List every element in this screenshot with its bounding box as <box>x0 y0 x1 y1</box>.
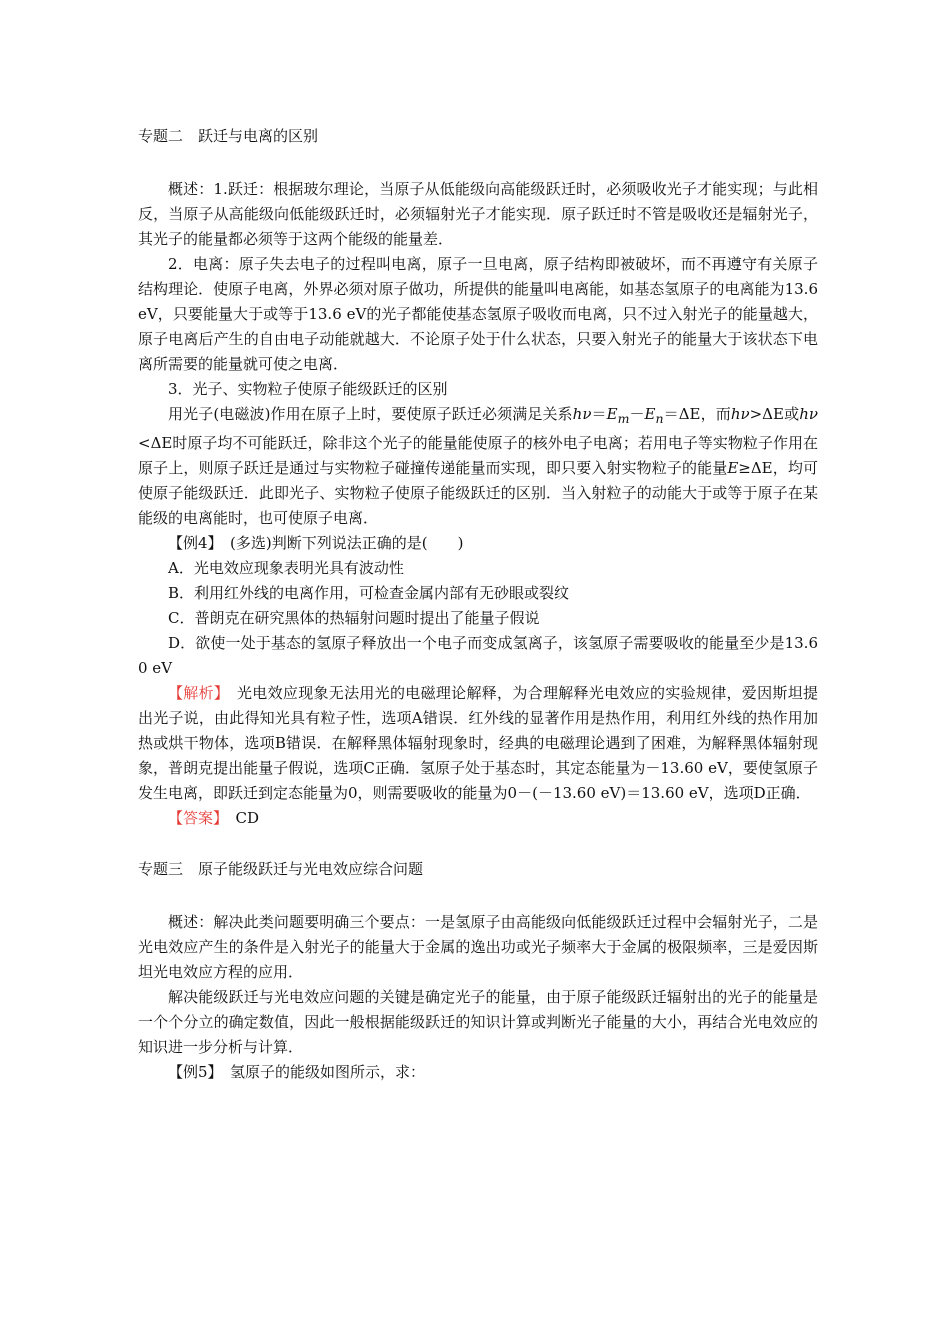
analysis-tag: 【解析】 <box>168 684 222 702</box>
example4-stem: 【例4】 (多选)判断下列说法正确的是( ) <box>168 534 464 552</box>
section3-paragraph: 解决能级跃迁与光电效应问题的关键是确定光子的能量，由于原子能级跃迁辐射出的光子的能量是一个个分立的确定数值，因此一般根据能级跃迁的知识计算或判断光子能量的大小，再结合光电效应的知识进一步分析与计算． <box>138 988 818 1056</box>
example4-option-d: D．欲使一处于基态的氢原子释放出一个电子而变成氢离子，该氢原子需要吸收的能量至少是13.60 eV <box>138 634 818 677</box>
section2-item3-title: 3．光子、实物粒子使原子能级跃迁的区别 <box>168 380 448 398</box>
example4-answer: 【答案】 CD <box>168 809 260 827</box>
example5-tag: 【例5】 <box>168 1063 216 1081</box>
example4-option-c: C．普朗克在研究黑体的热辐射问题时提出了能量子假说 <box>168 609 540 627</box>
section2-overview: 概述：1.跃迁：根据玻尔理论，当原子从低能级向高能级跃迁时，必须吸收光子才能实现；与此相反，当原子从高能级向低能级跃迁时，必须辐射光子才能实现．原子跃迁时不管是吸收还是辐射光子，其光子的能量都必须等于这两个能级的能量差． <box>138 180 818 248</box>
section2-ionization: 2．电离：原子失去电子的过程叫电离，原子一旦电离，原子结构即被破坏，而不再遵守有关原子结构理论．使原子电离，外界必须对原子做功，所提供的能量叫电离能，如基态氢原子的电离能为13.6 eV，只要能量大于或等于13.6 eV的光子都能使基态氢原子吸收而电离，只不过入射光子的能量越大，原子电离后产生的自由电子动能就越大．不论原子处于什么状态，只要入射光子的能量大于该状态下电离所需要的能量就可使之电离． <box>138 255 818 373</box>
example4-analysis: 【解析】 光电效应现象无法用光的电磁理论解释，为合理解释光电效应的实验规律，爱因斯坦提出光子说，由此得知光具有粒子性，选项A错误．红外线的显著作用是热作用，利用红外线的热作用加热或烘干物体，选项B错误．在解释黑体辐射现象时，经典的电磁理论遇到了困难，为解释黑体辐射现象，普朗克提出能量子假说，选项C正确．氢原子处于基态时，其定态能量为－13.60 eV，要使氢原子发生电离，即跃迁到定态能量为0，则需要吸收的能量为0－(－13.60 eV)＝13.60 eV，选项D正确． <box>138 684 818 802</box>
answer-tag: 【答案】 <box>168 809 221 827</box>
document-content <box>138 124 818 1085</box>
section2-item3-body: 用光子(电磁波)作用在原子上时，要使原子跃迁必须满足关系$h\nu=E_m-E_n=\Delta E$，而hν>ΔE或hν<ΔE时原子均不可能跃迁，除非这个光子的能量能使原子的核外电子电离；若用电子等实物粒子作用在原子上，则原子跃迁是通过与实物粒子碰撞传递能量而实现，即只要入射实物粒子的能量E≥ΔE，均可使原子能级跃迁．此即光子、实物粒子使原子能级跃迁的区别．当入射粒子的动能大于或等于原子在某能级的电离能时，也可使原子电离． <box>138 405 818 527</box>
section3-heading: 专题三 原子能级跃迁与光电效应综合问题 <box>138 860 424 878</box>
example4-option-b: B．利用红外线的电离作用，可检查金属内部有无砂眼或裂纹 <box>168 584 570 602</box>
example5-stem: 【例5】 氢原子的能级如图所示，求： <box>168 1063 426 1081</box>
example4-option-a: A．光电效应现象表明光具有波动性 <box>168 559 404 577</box>
section3-overview: 概述：解决此类问题要明确三个要点：一是氢原子由高能级向低能级跃迁过程中会辐射光子，二是光电效应产生的条件是入射光子的能量大于金属的逸出功或光子频率大于金属的极限频率，三是爱因斯坦光电效应方程的应用． <box>138 913 818 981</box>
section2-heading: 专题二 跃迁与电离的区别 <box>138 127 319 145</box>
example4-tag: 【例4】 <box>168 534 216 552</box>
